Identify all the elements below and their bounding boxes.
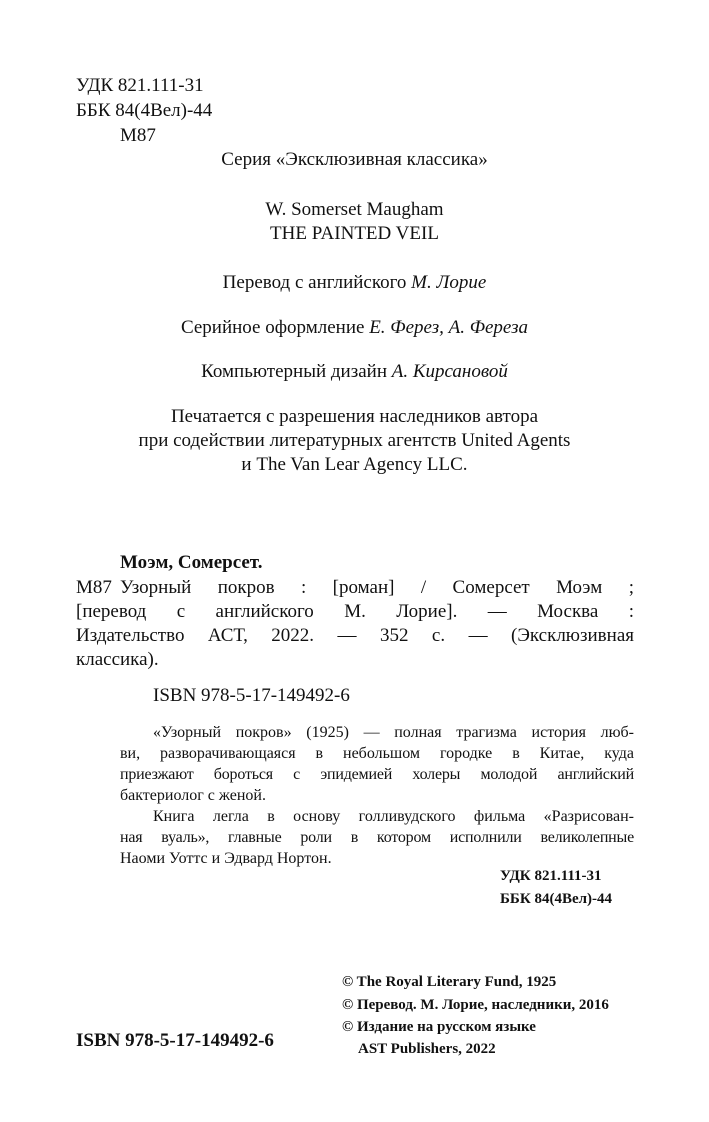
catalog-author-heading: Моэм, Сомерсет. (120, 552, 263, 573)
computer-design-label: Компьютерный дизайн (201, 361, 388, 382)
translation-credit (0, 271, 709, 295)
author-mark: М87 (120, 125, 156, 146)
annotation-p1-line-2: ви, разворачивающаяся в небольшом городке в Китае, куда (120, 745, 634, 762)
copyright-line-2: © Перевод. М. Лорие, наследники, 2016 (342, 997, 609, 1013)
design-credit (0, 316, 709, 340)
original-author: W. Somerset Maugham (265, 199, 444, 220)
translation-label: Перевод с английского (222, 272, 407, 293)
copyright-line-4: AST Publishers, 2022 (358, 1041, 496, 1057)
series-title: Серия «Эксклюзивная классика» (221, 149, 488, 170)
catalog-description-cont (76, 600, 634, 672)
catalog-line-1: Узорный покров : [роман] / Сомерсет Моэм ; (120, 577, 634, 598)
annotation-p1-line-3: приезжают бороться с эпидемией холеры молодой английский (120, 766, 634, 783)
annotation-p2-line-1: Книга легла в основу голливудского фильма «Разрисован- (153, 808, 634, 825)
catalog-line-2: [перевод с английского М. Лорие]. — Москва : (76, 601, 634, 622)
copyright-line-3: © Издание на русском языке (342, 1019, 536, 1035)
catalog-description (120, 576, 634, 600)
udk-code: УДК 821.111-31 (76, 75, 204, 96)
annotation-p2-line-2: ная вуаль», главные роли в котором исполнили великолепные (120, 829, 634, 846)
catalog-line-3: Издательство АСТ, 2022. — 352 с. — (Эксклюзивная (76, 625, 634, 646)
catalog-line-4: классика). (76, 649, 159, 670)
copyright-line-1: © The Royal Literary Fund, 1925 (342, 974, 557, 990)
annotation-p1-line-1: «Узорный покров» (1925) — полная трагизма история люб- (153, 724, 634, 741)
annotation-paragraph-1 (120, 722, 634, 806)
annotation-p2-line-3: Наоми Уоттс и Эдвард Нортон. (120, 850, 332, 867)
footer-bbk-code: ББК 84(4Вел)-44 (500, 891, 613, 907)
catalog-isbn: ISBN 978-5-17-149492-6 (153, 685, 350, 706)
permission-line-1: Печатается с разрешения наследников автора (170, 406, 539, 427)
annotation-p1-line-4: бактериолог с женой. (120, 787, 266, 804)
bbk-code: ББК 84(4Вел)-44 (76, 100, 213, 121)
design-label: Серийное оформление (180, 317, 365, 338)
design-name: Е. Ферез, А. Фереза (369, 317, 529, 338)
bottom-isbn: ISBN 978-5-17-149492-6 (76, 1030, 274, 1051)
annotation-paragraph-2 (120, 806, 634, 869)
permission-line-2: при содействии литературных агентств United Agents (138, 430, 571, 451)
original-title: THE PAINTED VEIL (270, 223, 439, 244)
computer-design-name: А. Кирсановой (391, 361, 508, 382)
permission-line-3: и The Van Lear Agency LLC. (241, 454, 468, 475)
catalog-code: М87 (76, 577, 112, 598)
translation-name: М. Лорие (411, 272, 487, 293)
computer-design-credit (0, 360, 709, 384)
footer-udk-code: УДК 821.111-31 (500, 868, 602, 884)
